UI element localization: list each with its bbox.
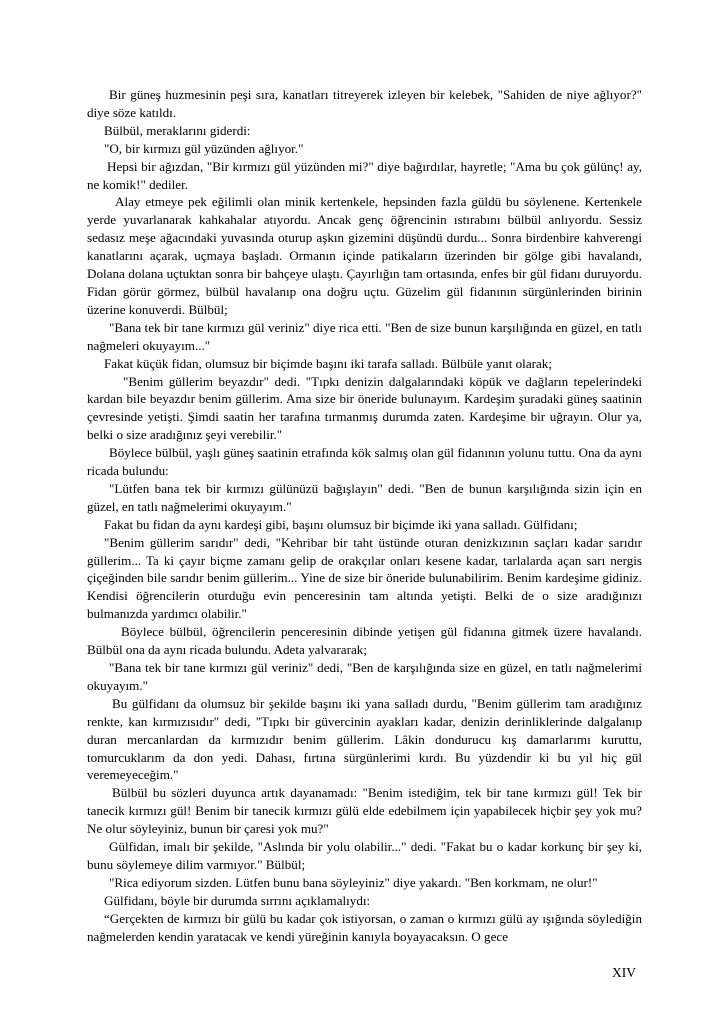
page-body	[87, 86, 642, 946]
paragraph: "Lütfen bana tek bir kırmızı gülünüzü bağışlayın" dedi. "Ben de bunun karşılığında sizin için en güzel, en tatlı nağmelerimi okuyayım."	[87, 480, 642, 514]
paragraph: Alay etmeye pek eğilimli olan minik kertenkele, hepsinden fazla güldü bu söylenene. Kertenkele yerde yuvarlanarak kahkahalar atıyordu. Ancak genç öğrencinin ıstırabını bülbül anlıyordu. Sessiz sedasız meşe ağacındaki yuvasında oturup aşkın gizemini düşündü durdu... Sonra birdenbire kahverengi kanatlarını açarak, uçmaya başladı. Ormanın içinde patikaların üzerinden bir gölge gibi havalandı, Dolana dolana uçtuktan sonra bir bahçeye ulaştı. Çayırlığın tam ortasında, enfes bir gül fidanı duruyordu. Fidan görür görmez, bülbül havalanıp ona doğru uçtu. Güzelim gül fidanının sürgünlerinden birinin üzerine konuverdi. Bülbül;	[87, 194, 642, 317]
paragraph: Gülfidanı, böyle bir durumda sırrını açıklamalıydı:	[104, 892, 371, 908]
paragraph: Bülbül bu sözleri duyunca artık dayanamadı: "Benim istediğim, tek bir tane kırmızı gül! Tek bir tanecik kırmızı gül! Benim bir tanecik kırmızı gülü elde edebilmem için yapabilecek hiçbir şey yok mu? Ne olur söyleyiniz, bunun bir çaresi yok mu?"	[87, 785, 642, 837]
paragraph: "Benim güllerim sarıdır" dedi, "Kehribar bir taht üstünde oturan denizkızının saçları kadar sarıdır güllerim... Ta ki çayır biçme zamanı gelip de orakçılar onları kesene kadar, tarlalarda açan sarı nergis çiçeğinden bile sarıdır benim güllerim... Yine de size bir öneride bulunabilirim. Benim kardeşime gidiniz. Kendisi öğrencilerin oturduğu evin penceresinin tam altında yetişti. Belki de o size aradığınızı bulmanızda yardımcı olabilir."	[87, 534, 642, 622]
paragraph: "O, bir kırmızı gül yüzünden ağlıyor."	[104, 140, 304, 156]
paragraph: Hepsi bir ağızdan, "Bir kırmızı gül yüzünden mi?" diye bağırdılar, hayretle; "Ama bu çok gülünç! ay, ne komik!" dediler.	[87, 158, 642, 192]
paragraph: Fakat küçük fidan, olumsuz bir biçimde başını iki tarafa salladı. Bülbüle yanıt olarak;	[104, 355, 552, 371]
paragraph: "Bana tek bir tane kırmızı gül veriniz" dedi, "Ben de karşılığında size en güzel, en tatlı nağmelerimi okuyayım."	[87, 660, 642, 693]
paragraph: Bir güneş huzmesinin peşi sıra, kanatları titreyerek izleyen bir kelebek, "Sahiden de niye ağlıyor?" diye söze katıldı.	[87, 87, 642, 120]
paragraph: “Gerçekten de kırmızı bir gülü bu kadar çok istiyorsan, o zaman o kırmızı gülü ay ışığında söylediğin nağmelerden kendin yaratacak ve kendi yüreğinin kanıyla boyayacaksın. O gece	[87, 910, 642, 944]
paragraph: Bu gülfidanı da olumsuz bir şekilde başını iki yana salladı durdu, "Benim güllerim tam aradığınız renkte, kan kırmızısıdır" dedi, "Tıpkı bir güvercinin ayakları kadar, denizin derinliklerinde dalgalanıp duran mercanlardan da kırmızıdır benim güllerim. Lâkin dondurucu kış damarlarımı kuruttu, tomurcuklarım da don yedi. Dahası, fırtına sürgünlerimi kırdı. Bu yüzdendir ki bu yıl hiç gül veremeyeceğim."	[87, 695, 642, 783]
paragraph: Gülfidan, imalı bir şekilde, "Aslında bir yolu olabilir..." dedi. "Fakat bu o kadar korkunç bir şey ki, bunu söylemeye dilim varmıyor." Bülbül;	[87, 839, 642, 872]
paragraph: "Bana tek bir tane kırmızı gül veriniz" diye rica etti. "Ben de size bunun karşılığında en güzel, en tatlı nağmeleri okuyayım..."	[87, 319, 642, 353]
paragraph: "Rica ediyorum sizden. Lütfen bunu bana söyleyiniz" diye yakardı. "Ben korkmam, ne olur!"	[109, 874, 598, 890]
paragraph: Böylece bülbül, yaşlı güneş saatinin etrafında kök salmış olan gül fidanının yolunu tuttu. Ona da aynı ricada bulundu:	[87, 445, 642, 479]
paragraph: Fakat bu fidan da aynı kardeşi gibi, başını olumsuz bir biçimde iki yana salladı. Gülfidanı;	[104, 516, 578, 532]
paragraph: Bülbül, meraklarını giderdi:	[104, 122, 251, 138]
paragraph: "Benim güllerim beyazdır" dedi. "Tıpkı denizin dalgalarındaki köpük ve dağların tepelerindeki kardan bile beyazdır benim güllerim. Ama size bir öneride bulunayım. Kardeşim şuradaki güneş saatinin çevresinde yetişti. Şimdi saatin her tarafına tırmanmış durumda zaten. Kardeşime bir uğrayın. Olur ya, belki o size aradığınız şeyi verebilir."	[87, 373, 642, 443]
paragraph: Böylece bülbül, öğrencilerin penceresinin dibinde yetişen gül fidanına gitmek üzere havalandı. Bülbül ona da aynı ricada bulundu. Adeta yalvararak;	[87, 624, 642, 658]
page-number: XIV	[612, 965, 636, 980]
